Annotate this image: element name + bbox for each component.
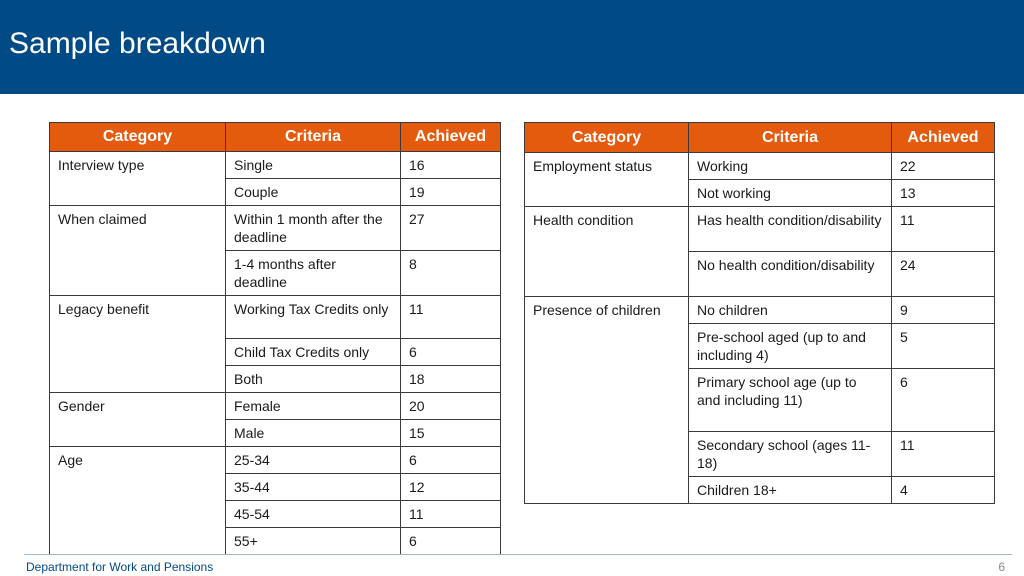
criteria-cell: Child Tax Credits only xyxy=(226,339,401,366)
table-row xyxy=(50,296,501,339)
achieved-cell: 19 xyxy=(401,179,501,206)
achieved-cell: 11 xyxy=(401,501,501,528)
criteria-cell: Has health condition/disability xyxy=(689,207,892,252)
table-header-row xyxy=(50,123,501,152)
header-category: Category xyxy=(525,123,689,153)
criteria-cell: Children 18+ xyxy=(689,477,892,504)
header-criteria: Criteria xyxy=(689,123,892,153)
criteria-cell: Both xyxy=(226,366,401,393)
achieved-cell: 5 xyxy=(892,324,995,369)
table-row xyxy=(50,447,501,474)
achieved-cell: 27 xyxy=(401,206,501,251)
header-category: Category xyxy=(50,123,226,152)
achieved-cell: 11 xyxy=(892,207,995,252)
category-cell: Presence of children xyxy=(525,297,689,504)
criteria-cell: Couple xyxy=(226,179,401,206)
left-breakdown-table xyxy=(49,122,501,555)
category-cell: Interview type xyxy=(50,152,226,206)
slide-title: Sample breakdown xyxy=(9,27,266,60)
header-achieved: Achieved xyxy=(401,123,501,152)
criteria-cell: Male xyxy=(226,420,401,447)
achieved-cell: 16 xyxy=(401,152,501,179)
header-achieved: Achieved xyxy=(892,123,995,153)
criteria-cell: Within 1 month after the deadline xyxy=(226,206,401,251)
table-header-row xyxy=(525,123,995,153)
criteria-cell: Primary school age (up to and including 11) xyxy=(689,369,892,432)
category-cell: Health condition xyxy=(525,207,689,297)
achieved-cell: 15 xyxy=(401,420,501,447)
table-row xyxy=(50,152,501,179)
criteria-cell: Female xyxy=(226,393,401,420)
achieved-cell: 8 xyxy=(401,251,501,296)
header-band xyxy=(0,0,1024,94)
criteria-cell: Working Tax Credits only xyxy=(226,296,401,339)
criteria-cell: Working xyxy=(689,153,892,180)
category-cell: Age xyxy=(50,447,226,555)
category-cell: Legacy benefit xyxy=(50,296,226,393)
criteria-cell: Secondary school (ages 11-18) xyxy=(689,432,892,477)
criteria-cell: 25-34 xyxy=(226,447,401,474)
achieved-cell: 11 xyxy=(401,296,501,339)
right-breakdown-table xyxy=(524,122,995,504)
achieved-cell: 24 xyxy=(892,252,995,297)
category-cell: When claimed xyxy=(50,206,226,296)
achieved-cell: 6 xyxy=(892,369,995,432)
category-cell: Gender xyxy=(50,393,226,447)
criteria-cell: Not working xyxy=(689,180,892,207)
table-row xyxy=(50,206,501,251)
table-row xyxy=(525,153,995,180)
table-row xyxy=(50,393,501,420)
achieved-cell: 6 xyxy=(401,447,501,474)
criteria-cell: 1-4 months after deadline xyxy=(226,251,401,296)
criteria-cell: Single xyxy=(226,152,401,179)
achieved-cell: 11 xyxy=(892,432,995,477)
achieved-cell: 4 xyxy=(892,477,995,504)
criteria-cell: Pre-school aged (up to and including 4) xyxy=(689,324,892,369)
achieved-cell: 22 xyxy=(892,153,995,180)
header-criteria: Criteria xyxy=(226,123,401,152)
criteria-cell: 45-54 xyxy=(226,501,401,528)
category-cell: Employment status xyxy=(525,153,689,207)
footer-divider xyxy=(24,554,1012,555)
achieved-cell: 18 xyxy=(401,366,501,393)
footer-department: Department for Work and Pensions xyxy=(26,560,214,574)
table-row xyxy=(525,207,995,252)
criteria-cell: 35-44 xyxy=(226,474,401,501)
achieved-cell: 9 xyxy=(892,297,995,324)
achieved-cell: 6 xyxy=(401,528,501,555)
achieved-cell: 13 xyxy=(892,180,995,207)
criteria-cell: No children xyxy=(689,297,892,324)
achieved-cell: 6 xyxy=(401,339,501,366)
table-row xyxy=(525,297,995,324)
achieved-cell: 12 xyxy=(401,474,501,501)
achieved-cell: 20 xyxy=(401,393,501,420)
criteria-cell: No health condition/disability xyxy=(689,252,892,297)
criteria-cell: 55+ xyxy=(226,528,401,555)
page-number: 6 xyxy=(998,560,1005,574)
